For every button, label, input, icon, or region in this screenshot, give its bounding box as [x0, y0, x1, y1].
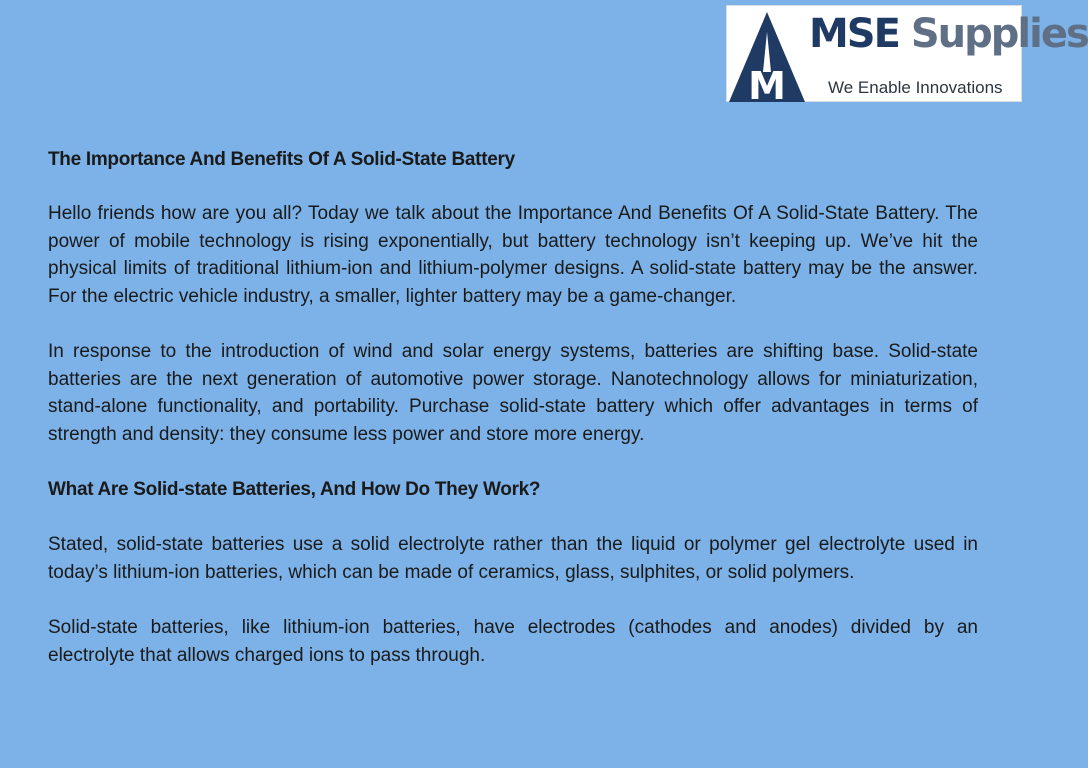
logo-name-secondary: Supplies [910, 11, 1088, 57]
logo-name-main: MSE [809, 11, 899, 57]
mse-triangle-logo-icon [727, 6, 807, 108]
article-paragraph-3: Stated, solid-state batteries use a solid electrolyte rather than the liquid or polymer gel electrolyte used in today’s lithium-ion batteries, which can be made of ceramics, glass, sulphites, or solid polymers. [48, 534, 978, 583]
mse-supplies-logo [726, 5, 1088, 108]
logo-name [809, 12, 1088, 56]
article-subheading: What Are Solid-state Batteries, And How Do They Work? [48, 479, 541, 500]
article-paragraph-1: Hello friends how are you all? Today we talk about the Importance And Benefits Of A Solid-State Battery. The power of mobile technology is rising exponentially, but battery technology isn’t keeping up. We’ve hit the physical limits of traditional lithium-ion and lithium-polymer designs. A solid-state battery may be the answer. For the electric vehicle industry, a smaller, lighter battery may be a game-changer. [48, 203, 978, 307]
logo-tagline: We Enable Innovations [828, 78, 1003, 97]
article-title: The Importance And Benefits Of A Solid-State Battery [48, 149, 515, 170]
logo-mark-letter: M [748, 64, 786, 108]
article [48, 146, 978, 669]
article-paragraph-2: In response to the introduction of wind and solar energy systems, batteries are shifting base. Solid-state batteries are the next generation of automotive power storage. Nanotechnology allows for miniaturization, stand-alone functionality, and portability. Purchase solid-state battery which offer advantages in terms of strength and density: they consume less power and store more energy. [48, 341, 978, 445]
article-paragraph-4: Solid-state batteries, like lithium-ion batteries, have electrodes (cathodes and anodes) divided by an electrolyte that allows charged ions to pass through. [48, 617, 978, 666]
